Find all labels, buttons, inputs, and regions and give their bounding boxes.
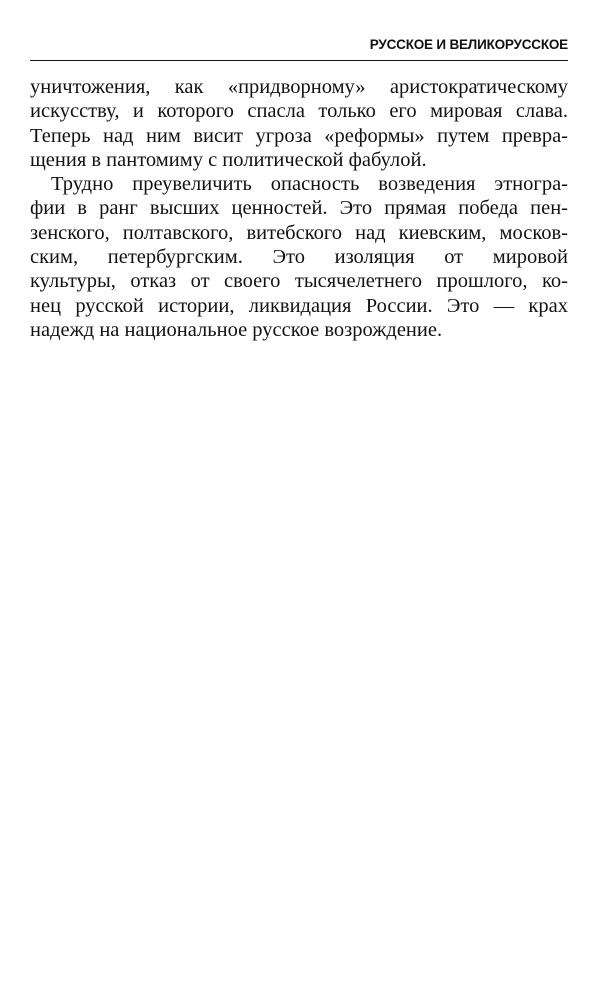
text-line: щения в пантомиму с политической фабулой.	[30, 148, 427, 171]
text-line: нец русской истории, ликвидация России. Это — крах	[30, 294, 568, 317]
text-line: ским, петербургским. Это изоляция от мировой	[30, 246, 568, 269]
text-line: культуры, отказ от своего тысячелетнего прошлого, ко-	[30, 270, 568, 293]
text-line: Трудно преувеличить опасность возведения этногра-	[51, 173, 568, 196]
body-text	[30, 75, 568, 342]
text-line: искусству, и которого спасла только его мировая слава.	[30, 100, 568, 123]
paragraph-1	[30, 75, 568, 172]
paragraph-2	[30, 172, 568, 342]
text-line: зенского, полтавского, витебского над киевским, москов-	[30, 221, 568, 244]
text-line: надежд на национальное русское возрождение.	[30, 318, 443, 341]
running-head: РУССКОЕ И ВЕЛИКОРУССКОЕ	[30, 34, 568, 61]
text-line: фии в ранг высших ценностей. Это прямая победа пен-	[30, 197, 568, 220]
text-line: уничтожения, как «придворному» аристократическому	[30, 76, 568, 98]
text-line: Теперь над ним висит угроза «реформы» путем превра-	[30, 124, 568, 147]
